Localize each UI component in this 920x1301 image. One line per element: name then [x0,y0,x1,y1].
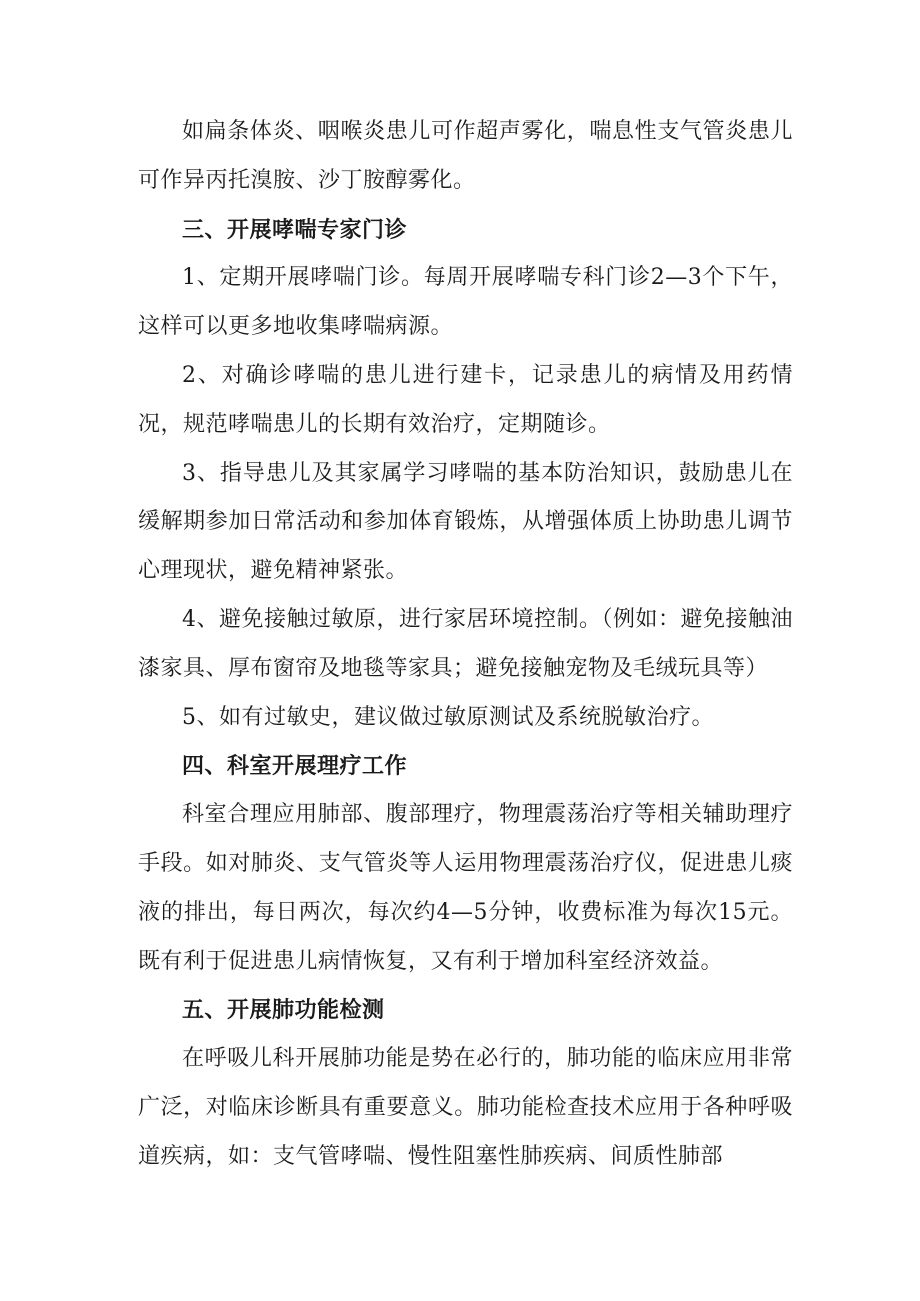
paragraph-nebulization: 如扁条体炎、咽喉炎患儿可作超声雾化，喘息性支气管炎患儿可作异丙托溴胺、沙丁胺醇雾化。 [138,119,793,193]
section-heading-lung-function: 五、开展肺功能检测 [182,997,385,1024]
section-heading-asthma-clinic: 三、开展哮喘专家门诊 [182,216,408,243]
paragraph-item-3: 3、指导患儿及其家属学习哮喘的基本防治知识，鼓励患儿在缓解期参加日常活动和参加体育锻炼，从增强体质上协助患儿调节心理现状，避免精神紧张。 [138,460,793,584]
paragraph-item-4: 4、避免接触过敏原，进行家居环境控制。（例如：避免接触油漆家具、厚布窗帘及地毯等家具；避免接触宠物及毛绒玩具等） [138,606,793,681]
paragraph-item-5: 5、如有过敏史，建议做过敏原测试及系统脱敏治疗。 [182,704,714,730]
section-heading-physiotherapy: 四、科室开展理疗工作 [182,753,408,780]
paragraph-item-1: 1、定期开展哮喘门诊。每周开展哮喘专科门诊2—3个下午，这样可以更多地收集哮喘病源。 [138,265,793,340]
paragraph-physiotherapy: 科室合理应用肺部、腹部理疗，物理震荡治疗等相关辅助理疗手段。如对肺炎、支气管炎等人运用物理震荡治疗仪，促进患儿痰液的排出，每日两次，每次约4—5分钟，收费标准为每次15元。既有利于促进患儿病情恢复，又有利于增加科室经济效益。 [138,802,793,974]
paragraph-item-2: 2、对确诊哮喘的患儿进行建卡，记录患儿的病情及用药情况，规范哮喘患儿的长期有效治疗，定期随诊。 [138,362,793,437]
paragraph-lung-function: 在呼吸儿科开展肺功能是势在必行的，肺功能的临床应用非常广泛，对临床诊断具有重要意义。肺功能检查技术应用于各种呼吸道疾病，如：支气管哮喘、慢性阻塞性肺疾病、间质性肺部 [138,1046,793,1169]
